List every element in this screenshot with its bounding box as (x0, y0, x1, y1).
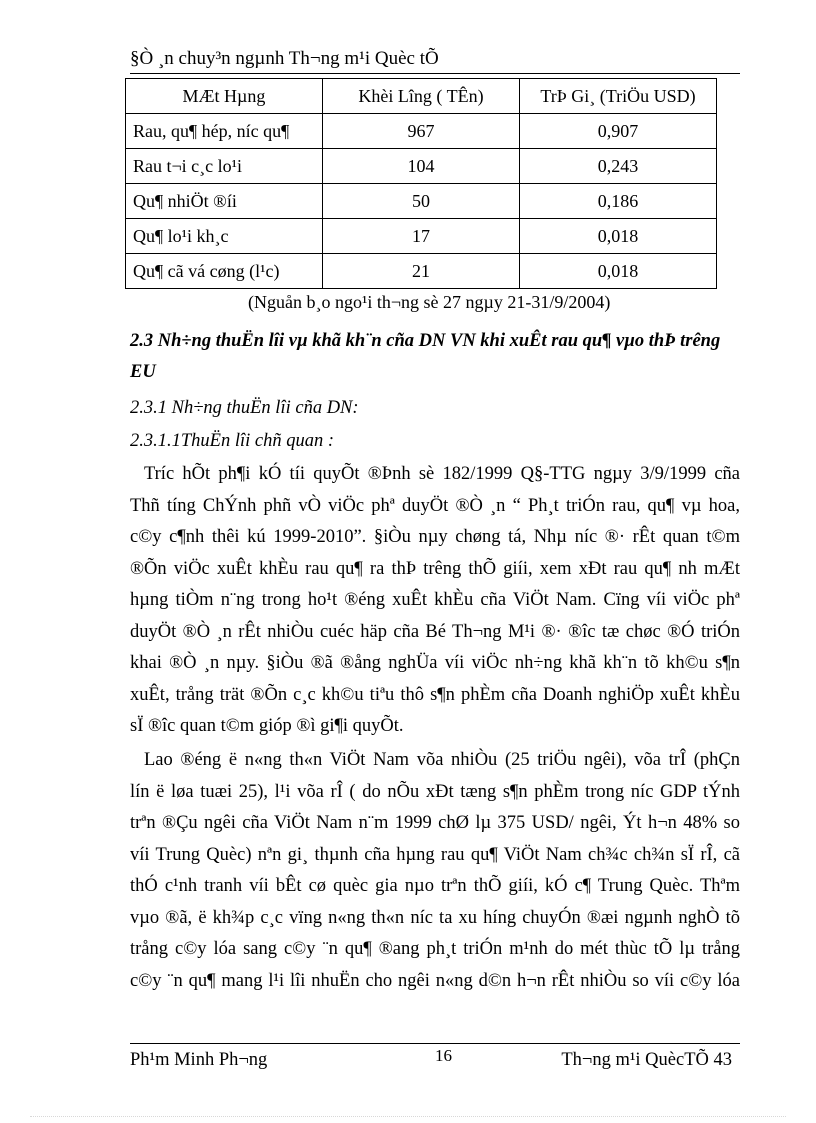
paragraph-line: sÏ ®îc quan t©m gióp ®ì gi¶i quyÕt. (130, 716, 404, 736)
table-cell-volume: 50 (323, 184, 520, 219)
table-row (126, 254, 717, 289)
table-cell-value: 0,018 (520, 254, 717, 289)
table-row (126, 149, 717, 184)
table-row (126, 219, 717, 254)
footer-class: Th¬ng m¹i QuècTÕ 43 (561, 1050, 732, 1070)
table-cell-volume: 17 (323, 219, 520, 254)
table-source-note: (Nguån b¸o ngo¹i th¬ng sè 27 ngµy 21-31/9/2004) (248, 292, 611, 312)
table-header-row (126, 79, 717, 114)
paragraph-line: vµo ®ã, ë kh¾p c¸c vïng n«ng th«n níc ta xu híng chuyÓn ®æi ngµnh nghÒ tõ (130, 907, 740, 928)
paragraph-line: ®Õn viÖc xuÊt khÈu rau qu¶ ra thÞ trêng thÕ giíi, xem xÐt rau qu¶ nh mÆt (130, 558, 740, 579)
paragraph-line: khai ®Ò ¸n nµy. §iÒu ®ã ®ång nghÜa víi viÖc nh÷ng khã kh¨n tõ kh©u s¶n (130, 653, 740, 673)
column-header: TrÞ Gi¸ (TriÖu USD) (520, 79, 717, 114)
table-cell-value: 0,018 (520, 219, 717, 254)
paragraph-line: thÓ c¹nh tranh víi bÊt cø quèc gia nµo trªn thÕ giíi, kÓ c¶ Trung Quèc. Thªm (130, 876, 740, 896)
paragraph-line: Tríc hÕt ph¶i kÓ tíi quyÕt ®Þnh sè 182/1999 Q§-TTG ngµy 3/9/1999 cña (144, 464, 740, 484)
table-cell-value: 0,186 (520, 184, 717, 219)
paragraph-line: trång c©y lóa sang c©y ¨n qu¶ ®ang ph¸t triÓn m¹nh do mét thùc tÕ lµ trång (130, 939, 740, 959)
table-cell-item: Qu¶ nhiÖt ®íi (126, 184, 323, 219)
paragraph-line: trªn ®Çu ngêi cña ViÖt Nam n¨m 1999 chØ lµ 375 USD/ ngêi, Ýt h¬n 48% so (130, 813, 740, 833)
paragraph-1 (130, 459, 740, 743)
table-row (126, 114, 717, 149)
paragraph-line: Thñ tíng ChÝnh phñ vÒ viÖc phª duyÖt ®Ò ¸n “ Ph¸t triÓn rau, qu¶ vµ hoa, (130, 495, 740, 516)
table-cell-value: 0,907 (520, 114, 717, 149)
paragraph-2 (130, 745, 740, 997)
column-header: Khèi Lîng ( TÊn) (323, 79, 520, 114)
table-cell-value: 0,243 (520, 149, 717, 184)
table-cell-item: Qu¶ lo¹i kh¸c (126, 219, 323, 254)
table-cell-item: Rau, qu¶ hép, níc qu¶ (126, 114, 323, 149)
page-edge-divider (30, 1116, 786, 1117)
page-number: 16 (435, 1046, 452, 1065)
paragraph-line: víi Trung Quèc) nªn gi¸ thµnh cña hµng rau qu¶ ViÖt Nam ch¾c ch¾n sÏ rÎ, cã (130, 844, 740, 865)
paragraph-line: c©y c¶nh thêi kú 1999-2010”. §iÒu nµy chøng tá, Nhµ níc ®· rÊt quan t©m (130, 527, 740, 547)
subsubsection-heading: 2.3.1.1ThuËn lîi chñ quan : (130, 431, 335, 451)
table-cell-item: Rau t¬i c¸c lo¹i (126, 149, 323, 184)
table-cell-volume: 967 (323, 114, 520, 149)
table-cell-volume: 104 (323, 149, 520, 184)
table-cell-volume: 21 (323, 254, 520, 289)
section-heading: 2.3 Nh÷ng thuËn lîi vµ khã kh¨n cña DN VN khi xuÊt rau qu¶ vµo thÞ trêng EU (130, 331, 721, 382)
paragraph-line: duyÖt ®Ò ¸n rÊt nhiÒu cuéc häp cña Bé Th¬ng M¹i ®· ®îc tæ chøc ®Ó triÓn (130, 621, 740, 642)
column-header: MÆt Hµng (126, 79, 323, 114)
paragraph-line: Lao ®éng ë n«ng th«n ViÖt Nam võa nhiÒu (25 triÖu ngêi), võa trÎ (phÇn (144, 750, 740, 770)
table-row (126, 184, 717, 219)
page-footer (130, 1043, 740, 1074)
footer-author: Ph¹m Minh Ph¬ng (130, 1050, 268, 1070)
paragraph-line: hµng tiÒm n¨ng trong ho¹t ®éng xuÊt khÈu cña ViÖt Nam. Cïng víi viÖc phª (130, 590, 740, 610)
subsection-heading: 2.3.1 Nh÷ng thuËn lîi cña DN: (130, 398, 359, 418)
table-cell-item: Qu¶ cã vá cøng (l¹c) (126, 254, 323, 289)
paragraph-line: c©y ¨n qu¶ mang l¹i lîi nhuËn cho ngêi n«ng d©n h¬n rÊt nhiÒu so víi c©y lóa (130, 970, 740, 991)
header-title: §Ò ¸n chuy³n ngµnh Th¬ng m¹i Quèc tÕ (130, 48, 439, 69)
paragraph-line: xuÊt, trång trät ®Õn c¸c kh©u tiªu thô s¶n phÈm cña Doanh nghiÖp xuÊt khÈu (130, 684, 740, 705)
page-header (130, 48, 740, 74)
paragraph-line: lín ë løa tuæi 25), l¹i võa rÎ ( do nÕu xÐt tæng s¶n phÈm trong níc GDP tÝnh (130, 781, 740, 802)
export-table (125, 78, 717, 289)
